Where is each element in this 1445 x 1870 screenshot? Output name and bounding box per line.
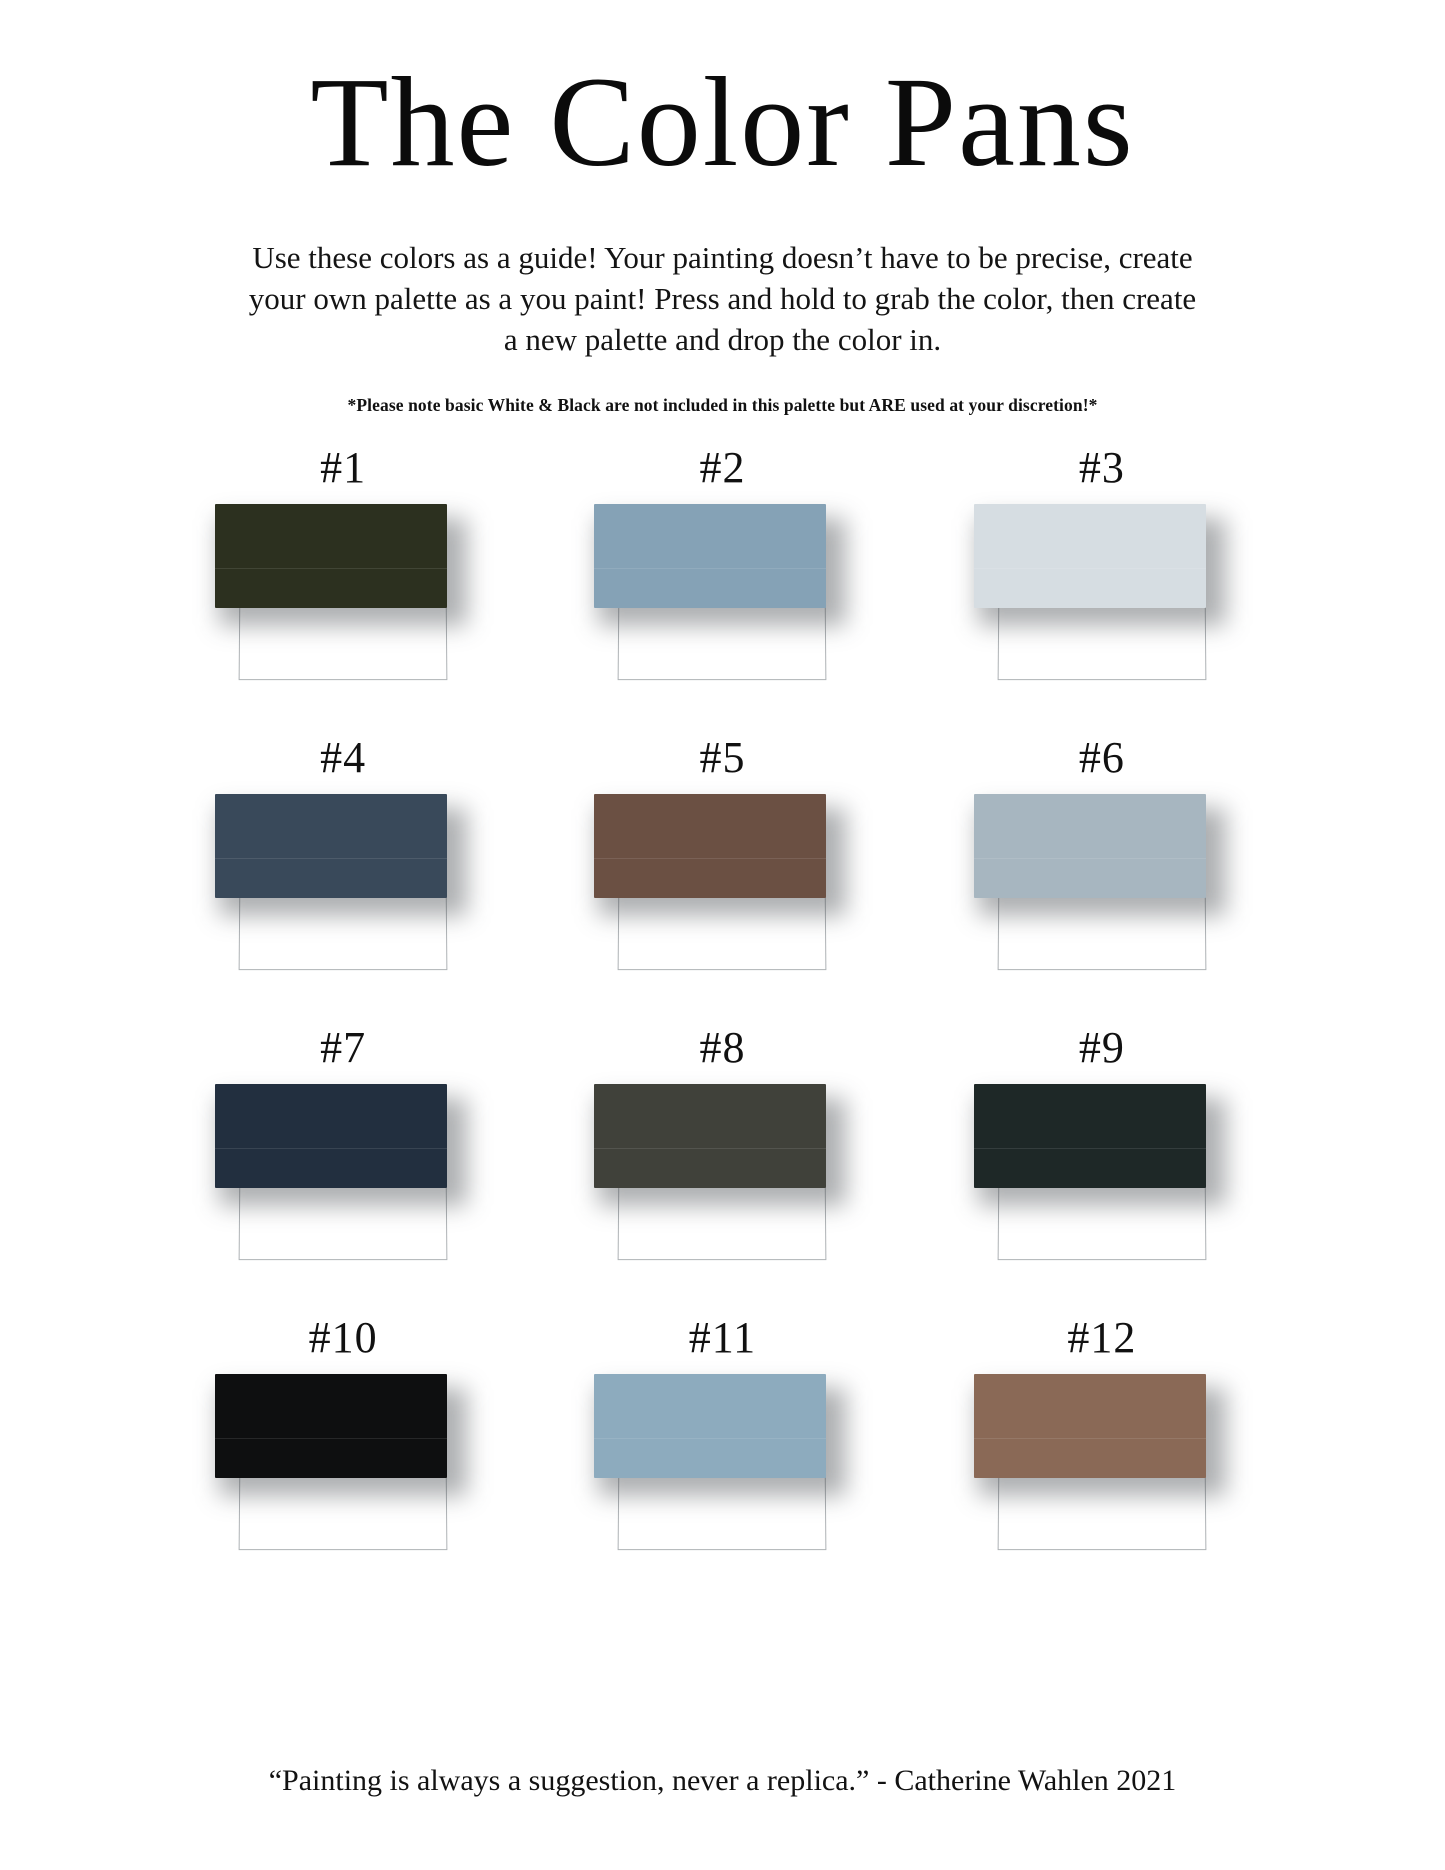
color-pan[interactable]: [974, 1084, 1230, 1254]
color-swatch-label: #11: [688, 1312, 757, 1362]
color-swatch-cell[interactable]: [562, 732, 883, 1026]
color-pan[interactable]: [594, 504, 850, 674]
pan-color-chip[interactable]: [594, 1084, 826, 1188]
color-swatch-label: #12: [1067, 1312, 1137, 1362]
color-swatch-cell[interactable]: [183, 732, 504, 1026]
color-pan[interactable]: [215, 794, 471, 964]
color-swatch-cell[interactable]: [183, 1022, 504, 1316]
color-swatch-cell[interactable]: [183, 1312, 504, 1606]
color-pan[interactable]: [594, 1084, 850, 1254]
color-swatch-label: #6: [1078, 732, 1125, 782]
color-swatch-label: #3: [1078, 442, 1125, 492]
pan-color-chip[interactable]: [215, 1084, 447, 1188]
swatch-grid: [183, 442, 1263, 1606]
color-swatch-label: #4: [320, 732, 367, 782]
color-pan[interactable]: [594, 794, 850, 964]
pan-color-chip[interactable]: [594, 504, 826, 608]
color-swatch-cell[interactable]: [562, 442, 883, 736]
pan-color-chip[interactable]: [215, 504, 447, 608]
color-pan[interactable]: [215, 504, 471, 674]
color-swatch-label: #2: [699, 442, 746, 492]
color-swatch-cell[interactable]: [562, 1022, 883, 1316]
pan-color-chip[interactable]: [215, 794, 447, 898]
color-swatch-cell[interactable]: [941, 732, 1262, 1026]
pan-color-chip[interactable]: [594, 1374, 826, 1478]
color-swatch-label: #8: [699, 1022, 746, 1072]
footer-quote: “Painting is always a suggestion, never a replica.” - Catherine Wahlen 2021: [268, 1764, 1177, 1797]
color-pan[interactable]: [215, 1374, 471, 1544]
color-swatch-label: #10: [308, 1312, 378, 1362]
pan-color-chip[interactable]: [974, 794, 1206, 898]
palette-note: *Please note basic White & Black are not included in this palette but ARE used at your discretion!*: [347, 394, 1098, 415]
color-swatch-label: #5: [699, 732, 746, 782]
pan-color-chip[interactable]: [974, 1374, 1206, 1478]
color-swatch-label: #7: [320, 1022, 367, 1072]
intro-paragraph: Use these colors as a guide! Your painting doesn’t have to be precise, create your own palette as a you paint! Press and hold to grab the color, then create a new palette and drop the color in.: [248, 240, 1197, 357]
color-swatch-cell[interactable]: [941, 1022, 1262, 1316]
color-swatch-cell[interactable]: [183, 442, 504, 736]
pan-color-chip[interactable]: [974, 504, 1206, 608]
color-pan[interactable]: [974, 1374, 1230, 1544]
color-swatch-cell[interactable]: [941, 442, 1262, 736]
pan-color-chip[interactable]: [215, 1374, 447, 1478]
color-swatch-label: #1: [320, 442, 367, 492]
color-pan[interactable]: [974, 504, 1230, 674]
color-pan[interactable]: [215, 1084, 471, 1254]
color-swatch-label: #9: [1078, 1022, 1125, 1072]
color-swatch-cell[interactable]: [562, 1312, 883, 1606]
color-pan[interactable]: [594, 1374, 850, 1544]
color-swatch-cell[interactable]: [941, 1312, 1262, 1606]
color-pan[interactable]: [974, 794, 1230, 964]
pan-color-chip[interactable]: [594, 794, 826, 898]
page-title: The Color Pans: [310, 51, 1135, 193]
pan-color-chip[interactable]: [974, 1084, 1206, 1188]
